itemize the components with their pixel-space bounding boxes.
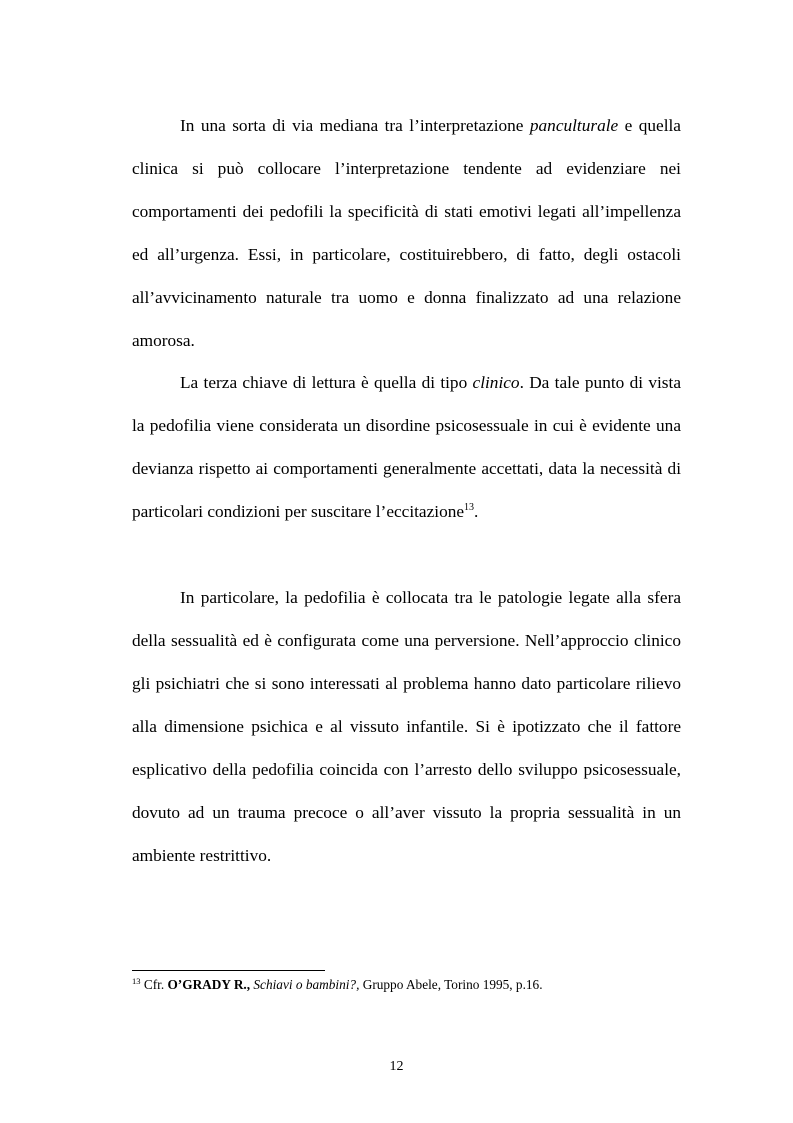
paragraph-1 (132, 104, 681, 362)
footnote-title: Schiavi o bambini?, (253, 977, 360, 992)
footnote-reference[interactable]: 13 (464, 502, 475, 513)
paragraph-1-text-a: In una sorta di via mediana tra l’interpretazione (180, 116, 530, 135)
footnote-divider (132, 970, 325, 971)
footnote-number: 13 (132, 976, 141, 986)
paragraph-2 (132, 361, 681, 533)
paragraph-2-text-b: . Da tale punto di vista la pedofilia viene considerata un disordine psicosessuale in cui è evidente una devianza rispetto ai comportamenti generalmente accettati, data la necessità di particolari condizioni per suscitare l’eccitazione (132, 373, 681, 521)
footnote-rest: Gruppo Abele, Torino 1995, p.16. (359, 977, 543, 992)
footnote-prefix: Cfr. (140, 977, 168, 992)
paragraph-1-text-b: e quella clinica si può collocare l’interpretazione tendente ad evidenziare nei comportamenti dei pedofili la specificità di stati emotivi legati all’impellenza ed all’urgenza. Essi, in particolare, costituirebbero, di fatto, degli ostacoli all’avvicinamento naturale tra uomo e donna finalizzato ad una relazione amorosa. (132, 116, 681, 350)
paragraph-3: In particolare, la pedofilia è collocata tra le patologie legate alla sfera della sessualità ed è configurata come una perversione. Nell’approccio clinico gli psichiatri che si sono interessati al problema hanno dato particolare rilievo alla dimensione psichica e al vissuto infantile. Si è ipotizzato che il fattore esplicativo della pedofilia coincida con l’arresto dello sviluppo psicosessuale, dovuto ad un trauma precoce o all’aver vissuto la propria sessualità in un ambiente restrittivo. (132, 588, 681, 865)
paragraph-2-emphasis: clinico (472, 373, 520, 392)
paragraph-1-emphasis: panculturale (529, 116, 619, 135)
footnote (132, 976, 681, 994)
footnote-author: O’GRADY R., (167, 977, 251, 992)
page-number: 12 (389, 1059, 404, 1074)
paragraph-2-text-c: . (474, 502, 479, 521)
paragraph-2-text-a: La terza chiave di lettura è quella di tipo (180, 373, 473, 392)
